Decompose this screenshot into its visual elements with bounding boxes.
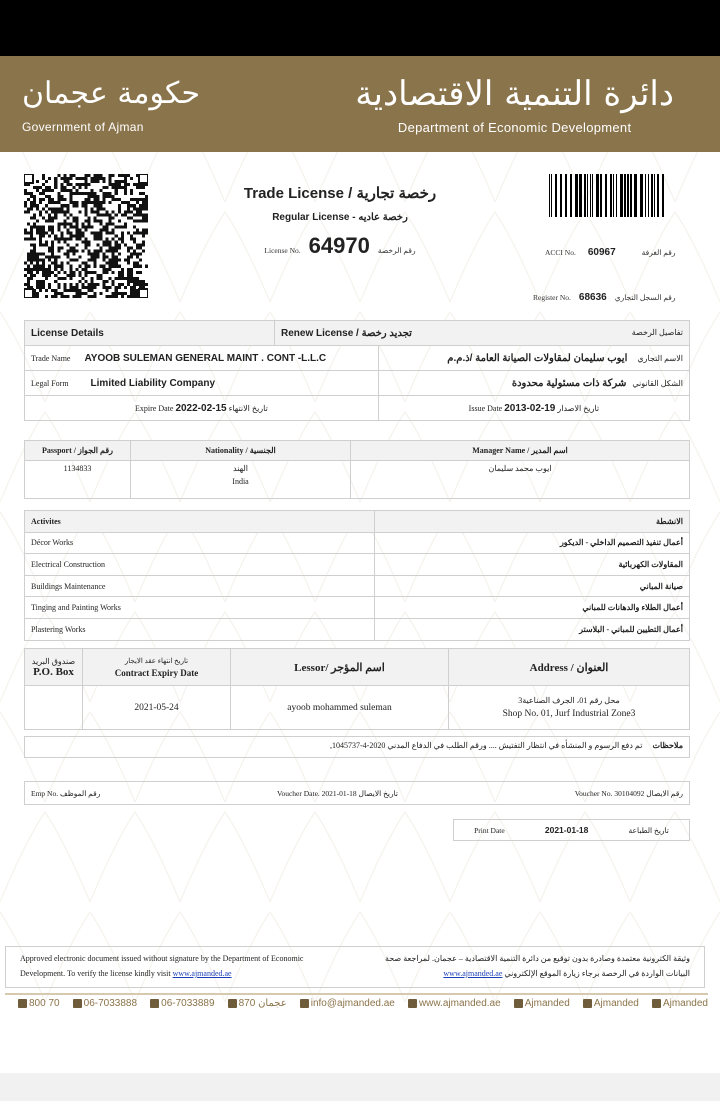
- contact-item[interactable]: [150, 998, 214, 1009]
- nationality-en: India: [232, 477, 249, 486]
- legal-form-label-en: Legal Form: [31, 378, 69, 388]
- address-header: Address / العنوان: [449, 649, 690, 686]
- contact-item[interactable]: [514, 998, 570, 1009]
- acci-label-ar: رقم الغرفة: [641, 248, 676, 257]
- qr-finder: [24, 289, 33, 298]
- contract-expiry-header: [83, 649, 231, 686]
- notes-label: ملاحظات: [652, 741, 683, 750]
- contact-text: 06-7033888: [83, 998, 138, 1009]
- legal-form-en: Limited Liability Company: [90, 377, 216, 389]
- print-date-box: [453, 819, 690, 841]
- contract-expiry-header-ar: تاريخ انتهاء عقد الايجار: [124, 656, 189, 665]
- lease-table: [24, 648, 690, 730]
- approval-text-en: [20, 951, 340, 983]
- header-banner: [0, 56, 720, 152]
- legal-form-row: [25, 371, 690, 396]
- acci-number-row: [545, 247, 675, 258]
- ded-logo: [355, 74, 674, 135]
- approval-ar-body: وثيقة الكترونية معتمدة وصادرة بدون توقيع من دائرة التنمية الاقتصادية – عجمان. لمراجعة صحة البيانات الواردة في الرخصة برجاء زيارة الموقع الإلكتروني: [384, 954, 690, 978]
- barcode: [549, 174, 669, 217]
- activity-row: [25, 554, 690, 576]
- activity-en: Décor Works: [25, 532, 375, 554]
- activity-ar: أعمال التطيين للمباني - البلاستر: [375, 618, 690, 640]
- license-subtitle: Regular License - رخصة عاديه: [272, 212, 408, 223]
- issue-date-cell: [378, 396, 689, 421]
- address-ar: محل رقم 01، الجرف الصناعية3: [518, 696, 620, 705]
- contract-expiry-header-en: Contract Expiry Date: [114, 667, 199, 678]
- emp-no: Emp No. رقم الموظف: [31, 788, 101, 798]
- activity-en: Electrical Construction: [25, 554, 375, 576]
- legal-form-en-cell: [25, 371, 379, 396]
- activity-ar: صيانة المباني: [375, 575, 690, 597]
- register-number: 68636: [578, 292, 607, 303]
- qr-finder: [139, 289, 148, 298]
- trade-name-row: [25, 346, 690, 371]
- contact-text: Ajmanded: [524, 998, 570, 1009]
- print-date-label-ar: تاريخ الطباعة: [628, 825, 669, 835]
- issue-date: 2013-02-19: [504, 402, 556, 414]
- address-en: Shop No. 01, Jurf Industrial Zone3: [502, 709, 636, 719]
- activity-ar: المقاولات الكهربائية: [375, 554, 690, 576]
- contact-text: 800 70: [29, 998, 60, 1009]
- expire-label-en: Expire Date: [135, 403, 174, 413]
- government-logo-english: Government of Ajman: [22, 120, 144, 134]
- license-number: 64970: [308, 233, 370, 258]
- globe-icon: [408, 999, 417, 1008]
- ded-logo-arabic: دائرة التنمية الاقتصادية: [355, 74, 674, 114]
- acci-label-en: ACCI No.: [545, 248, 576, 257]
- nationality-header: Nationality / الجنسية: [131, 441, 351, 461]
- approval-text-ar: [370, 951, 690, 983]
- legal-form-ar-cell: [378, 371, 689, 396]
- email-icon: [300, 999, 309, 1008]
- license-number-row: [200, 233, 480, 259]
- government-logo: [22, 74, 200, 134]
- issue-label-en: Issue Date: [468, 403, 503, 413]
- issue-label-ar: تاريخ الاصدار: [557, 403, 600, 413]
- contact-text: Ajmanded: [662, 998, 708, 1009]
- trade-name-en: AYOOB SULEMAN GENERAL MAINT . CONT -L.L.C: [84, 352, 327, 364]
- qr-code: [24, 174, 148, 298]
- activity-row: [25, 532, 690, 554]
- license-no-label-ar: رقم الرخصة: [377, 246, 416, 255]
- passport-header: Passport / رقم الجواز: [25, 441, 131, 461]
- activity-row: [25, 618, 690, 640]
- qr-finder: [139, 174, 148, 183]
- nationality-cell: [131, 461, 351, 499]
- manager-name-header: Manager Name / اسم المدير: [351, 441, 690, 461]
- contact-bar: [18, 998, 708, 1009]
- phone-icon: [73, 999, 82, 1008]
- activity-ar: أعمال تنفيذ التصميم الداخلي - الديكور: [375, 532, 690, 554]
- manager-name: ايوب محمد سليمان: [351, 461, 690, 499]
- register-label-en: Register No.: [533, 293, 571, 302]
- license-details-header: [25, 321, 690, 346]
- pobox-header-ar: صندوق البريد: [31, 656, 76, 666]
- contact-item[interactable]: [652, 998, 708, 1009]
- trade-name-label-en: Trade Name: [31, 353, 71, 363]
- voucher-date: Voucher Date. 2021-01-18 تاريخ الايصال: [277, 788, 399, 798]
- lessor-header: Lessor/ اسم المؤجر: [231, 649, 449, 686]
- contact-text: Ajmanded: [593, 998, 639, 1009]
- legal-form-label-ar: الشكل القانوني: [632, 378, 683, 388]
- approval-box: [5, 946, 705, 988]
- pobox-value: [25, 686, 83, 730]
- activity-en: Buildings Maintenance: [25, 575, 375, 597]
- acci-number: 60967: [587, 247, 616, 258]
- facebook-icon: [652, 999, 661, 1008]
- lease-table-header: [25, 649, 690, 686]
- license-details-header-right: [275, 321, 690, 346]
- approval-en-body: Approved electronic document issued without signature by the Department of Economic Development. To verify the license kindly visit: [20, 954, 304, 978]
- activity-row: [25, 597, 690, 619]
- expire-date-cell: [25, 396, 379, 421]
- instagram-icon: [514, 999, 523, 1008]
- activities-header-en: Activites: [25, 511, 375, 533]
- verify-link-ar[interactable]: www.ajmanded.ae: [443, 969, 503, 978]
- print-date-label-en: Print Date: [474, 825, 505, 835]
- pobox-header: [25, 649, 83, 686]
- expire-date: 2022-02-15: [175, 402, 227, 414]
- manager-table: [24, 440, 690, 499]
- contact-item[interactable]: [18, 998, 60, 1009]
- activities-table: [24, 510, 690, 641]
- contact-text: 06-7033889: [161, 998, 215, 1009]
- activities-header-ar: الانشطة: [375, 511, 690, 533]
- mailbox-icon: [228, 999, 237, 1008]
- trade-name-label-ar: الاسم التجاري: [637, 353, 683, 363]
- twitter-icon: [583, 999, 592, 1008]
- trade-name-ar-cell: [378, 346, 689, 371]
- activity-en: Plastering Works: [25, 618, 375, 640]
- fax-icon: [150, 999, 159, 1008]
- expire-label-ar: تاريخ الانتهاء: [228, 403, 268, 413]
- register-number-row: [533, 292, 676, 303]
- trade-name-ar: ايوب سليمان لمقاولات الصيانة العامة /ذ.م.م: [447, 352, 628, 364]
- contact-item[interactable]: [73, 998, 137, 1009]
- contact-item[interactable]: [583, 998, 639, 1009]
- phone-icon: [18, 999, 27, 1008]
- lessor-name: ayoob mohammed suleman: [231, 686, 449, 730]
- license-details-table: [24, 320, 690, 421]
- notes-text: تم دفع الرسوم و المنشأه في انتظار التفتيش .... ورقم الطلب في الدفاع المدني 2020-4-1045737,: [329, 741, 643, 750]
- license-no-label-en: License No.: [264, 246, 301, 255]
- register-label-ar: رقم السجل التجاري: [614, 293, 676, 302]
- contact-text: www.ajmanded.ae: [418, 998, 501, 1009]
- nationality-ar: الهند: [233, 464, 248, 473]
- activity-ar: أعمال الطلاء والدهانات للمباني: [375, 597, 690, 619]
- address-cell: [449, 686, 690, 730]
- contact-text: 870 عجمان: [238, 998, 287, 1009]
- license-details-label-en: License Details: [25, 321, 275, 346]
- pobox-header-en: P.O. Box: [33, 665, 74, 678]
- trade-name-en-cell: [25, 346, 379, 371]
- notes-box: [24, 736, 690, 758]
- license-title-block: [200, 184, 480, 259]
- license-details-label-ar: تفاصيل الرخصة: [631, 327, 683, 337]
- ded-logo-english: Department of Economic Development: [397, 120, 632, 135]
- voucher-box: [24, 781, 690, 805]
- manager-table-header: [25, 441, 690, 461]
- lease-row: [25, 686, 690, 730]
- verify-link-en[interactable]: www.ajmanded.ae: [172, 969, 232, 978]
- qr-finder: [24, 174, 33, 183]
- activities-header: [25, 511, 690, 533]
- top-black-bar: [0, 0, 720, 56]
- voucher-number: Voucher No. 30104092 رقم الايصال: [574, 788, 683, 798]
- footer-divider: [5, 993, 708, 995]
- legal-form-ar: شركة ذات مسئولية محدودة: [511, 377, 627, 389]
- contract-expiry-date: 2021-05-24: [83, 686, 231, 730]
- passport-number: 1134833: [25, 461, 131, 499]
- government-logo-arabic: حكومة عجمان: [22, 76, 201, 111]
- contact-item[interactable]: [228, 998, 287, 1009]
- print-date: 2021-01-18: [544, 825, 589, 835]
- dates-row: [25, 396, 690, 421]
- contact-text: info@ajmanded.ae: [310, 998, 395, 1009]
- license-document: [0, 56, 720, 1073]
- manager-row: [25, 461, 690, 499]
- contact-item[interactable]: [300, 998, 395, 1009]
- contact-item[interactable]: [408, 998, 501, 1009]
- activity-row: [25, 575, 690, 597]
- license-title: Trade License / رخصة تجارية: [243, 185, 437, 202]
- renew-license-label: Renew License / تجديد رخصة: [281, 327, 412, 339]
- activity-en: Tinging and Painting Works: [25, 597, 375, 619]
